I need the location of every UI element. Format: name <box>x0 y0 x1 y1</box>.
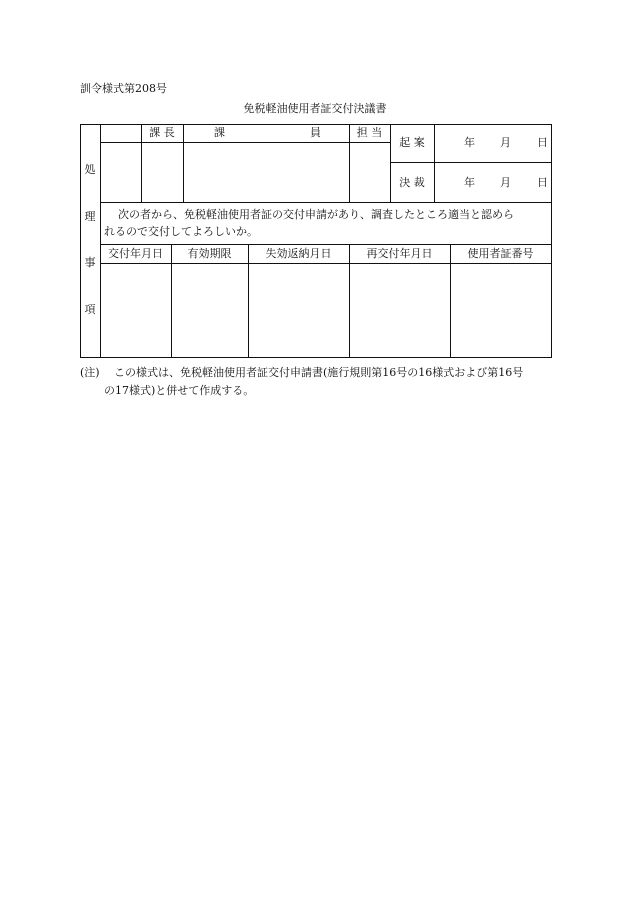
col-issue-date: 交付年月日 <box>108 247 163 260</box>
left-label-ji: 事 <box>84 256 96 269</box>
statement-line1: 次の者から、免税軽油使用者証の交付申請があり、調査したところ適当と認めら <box>118 208 514 221</box>
header-tanto: 担 当 <box>356 126 383 139</box>
header-kacho: 課 長 <box>149 126 175 139</box>
form-number: 訓令様式第208号 <box>80 82 167 95</box>
kian-month: 月 <box>500 136 511 149</box>
document-title: 免税軽油使用者証交付決議書 <box>243 102 387 115</box>
left-label-ri: 理 <box>84 210 96 223</box>
note-line1: この様式は、免税軽油使用者証交付申請書(施行規則第16号の16様式および第16号 <box>114 366 524 379</box>
col-cert-number: 使用者証番号 <box>467 247 534 260</box>
left-label-ko: 項 <box>84 303 96 316</box>
kian-label: 起 案 <box>399 136 425 149</box>
col-return-date: 失効返納月日 <box>265 247 332 260</box>
kian-day: 日 <box>537 136 548 149</box>
col-valid-period: 有効期限 <box>187 247 232 260</box>
header-in: 員 <box>310 126 321 139</box>
kessai-day: 日 <box>537 176 548 189</box>
statement-line2: れるので交付してよろしいか。 <box>104 225 258 238</box>
note-line2: の17様式)と併せて作成する。 <box>104 384 255 397</box>
kessai-year: 年 <box>464 176 475 189</box>
kian-year: 年 <box>464 136 475 149</box>
col-reissue-date: 再交付年月日 <box>366 247 433 260</box>
left-label-sho: 処 <box>84 163 96 176</box>
kessai-label: 決 裁 <box>399 176 425 189</box>
header-ka: 課 <box>214 126 225 139</box>
kessai-month: 月 <box>500 176 511 189</box>
note-prefix: (注) <box>80 366 100 379</box>
